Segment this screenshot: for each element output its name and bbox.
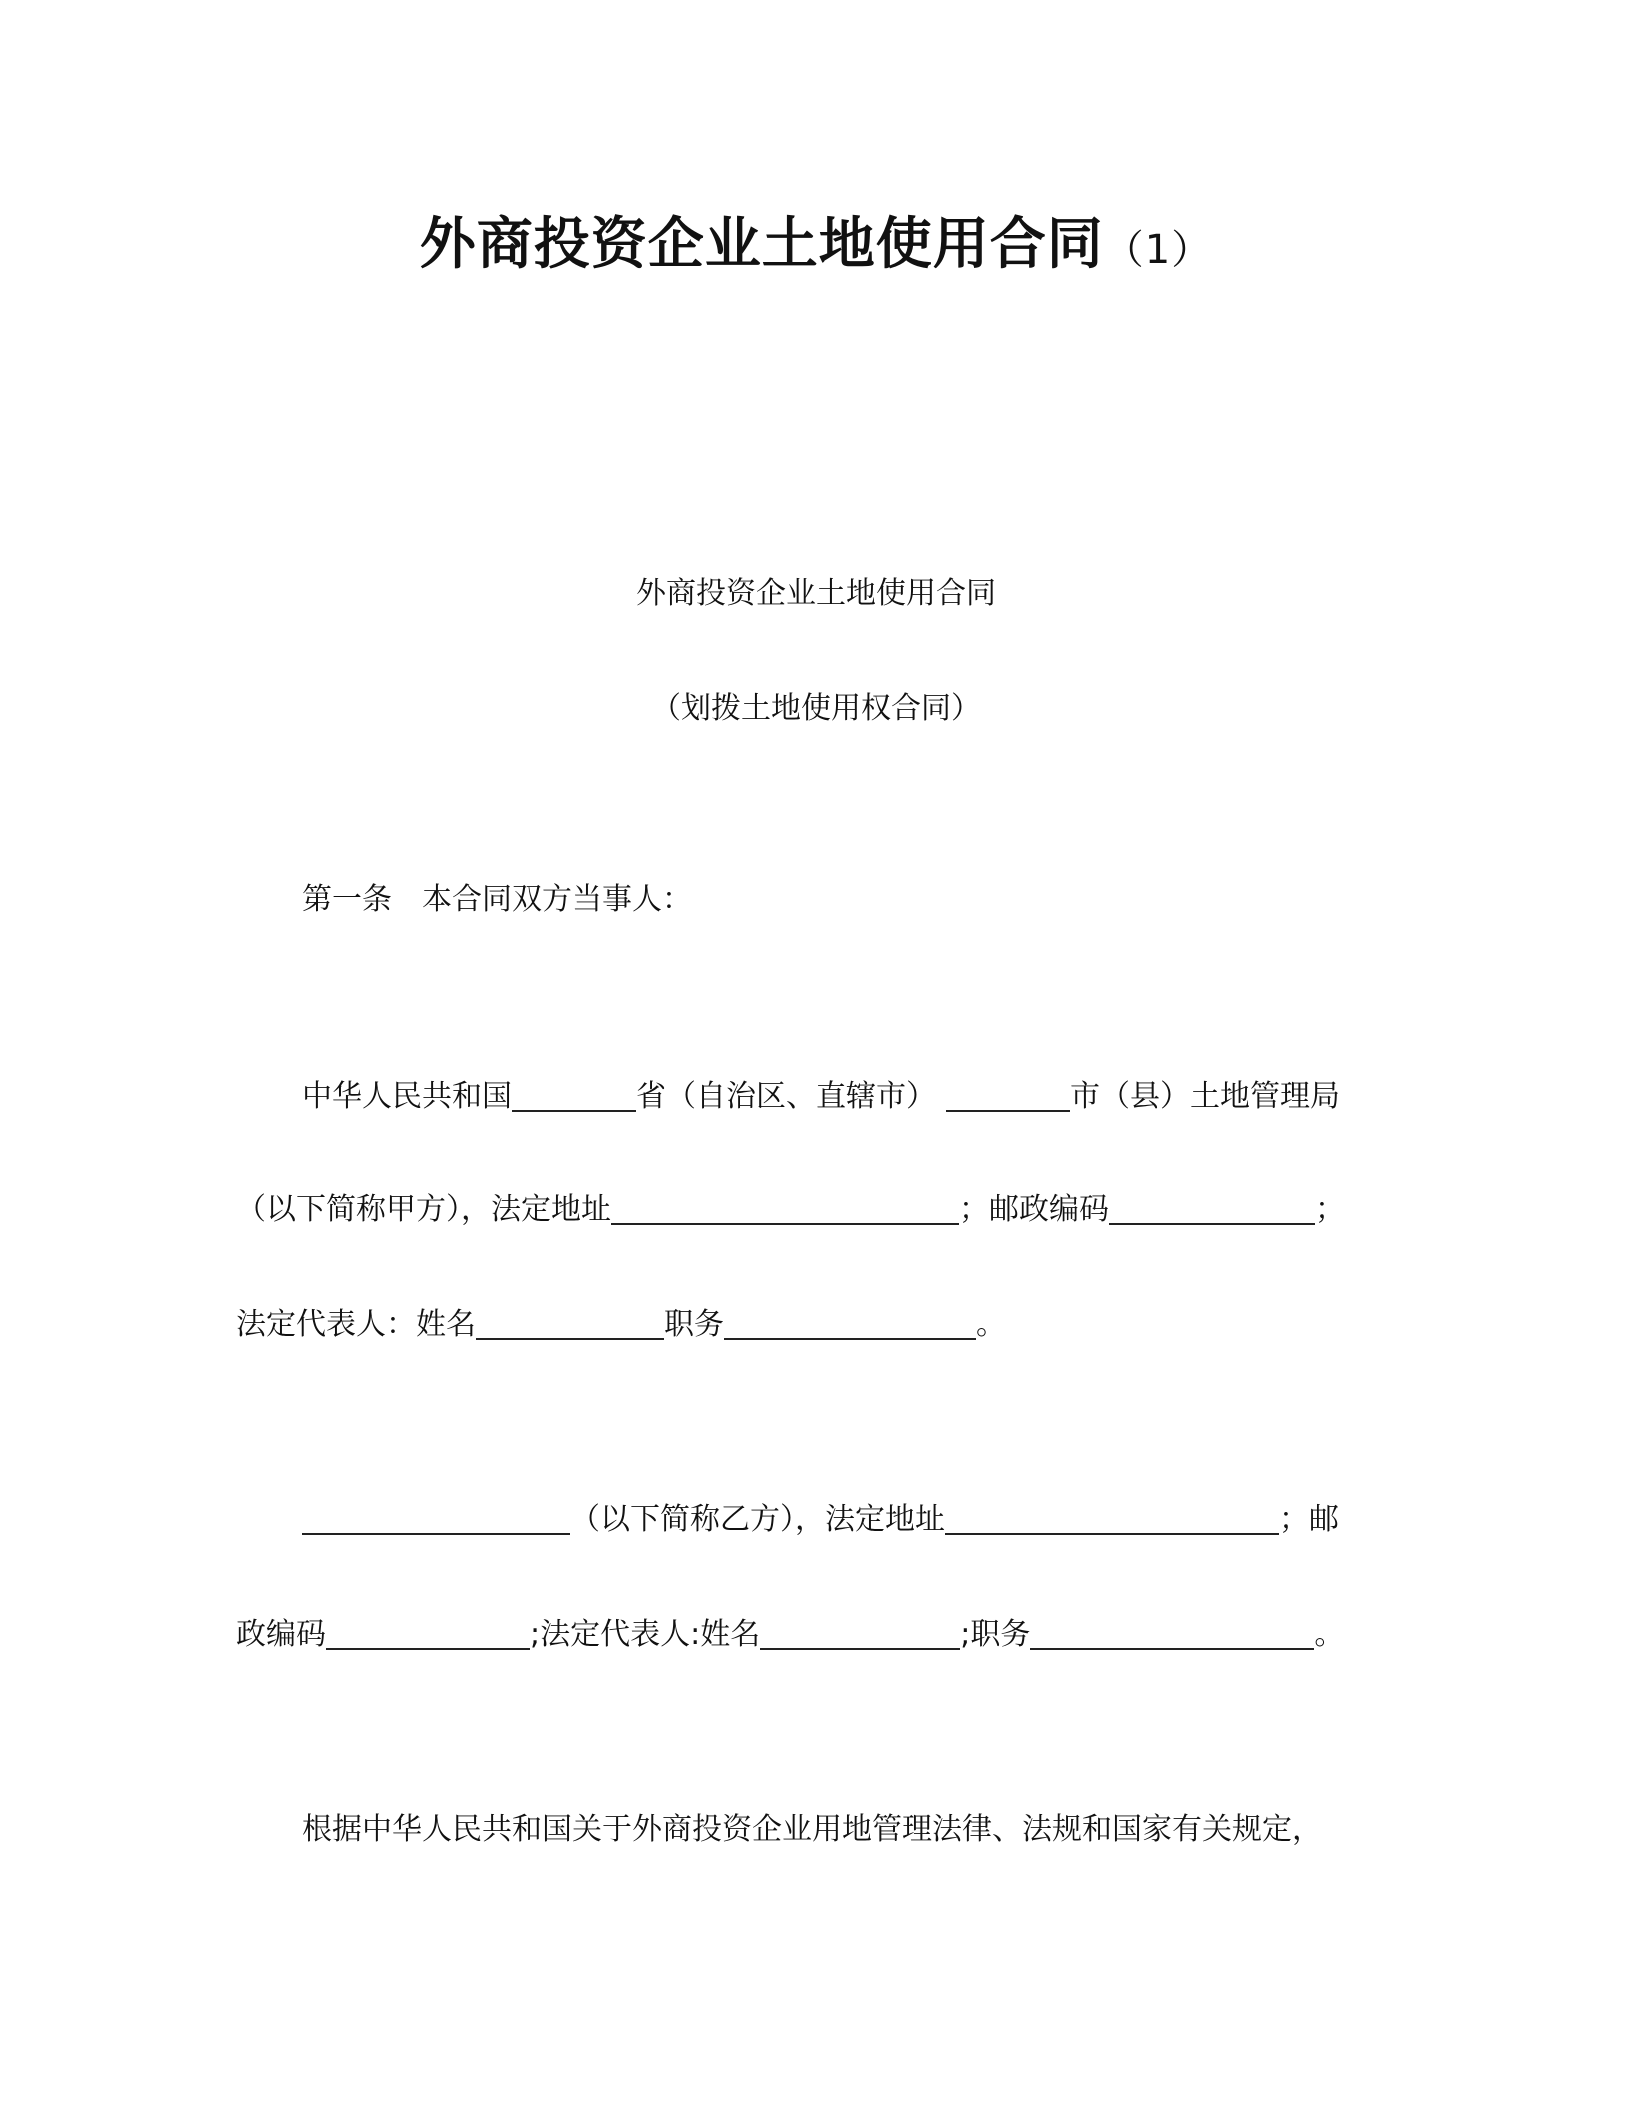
party-a-rep-title-blank[interactable]	[724, 1308, 976, 1340]
article-1-heading: 第一条 本合同双方当事人：	[302, 882, 692, 917]
party-a-address-label: （以下简称甲方），法定地址	[236, 1192, 611, 1227]
party-a-line-3	[236, 1305, 1006, 1345]
party-a-rep-name-blank[interactable]	[476, 1308, 664, 1340]
party-a-line-3-end: 。	[976, 1307, 1006, 1342]
party-b-postcode-label-start: ；邮	[1279, 1502, 1339, 1537]
party-b-rep-name-label: ;法定代表人:姓名	[530, 1617, 761, 1652]
party-b-line-2	[236, 1615, 1344, 1655]
party-a-rep-name-label: 法定代表人：姓名	[236, 1307, 476, 1342]
contract-subtitle: 外商投资企业土地使用合同	[636, 576, 996, 611]
party-a-address-blank[interactable]	[611, 1193, 959, 1225]
land-bureau-label: 市（县）土地管理局	[1070, 1079, 1340, 1114]
party-b-rep-name-blank[interactable]	[760, 1618, 960, 1650]
party-a-postcode-blank[interactable]	[1109, 1193, 1315, 1225]
contract-type-subtitle: （划拨土地使用权合同）	[651, 691, 981, 726]
party-b-address-blank[interactable]	[945, 1503, 1279, 1535]
title-main: 外商投资企业土地使用合同	[419, 212, 1104, 277]
party-a-line-2	[236, 1190, 1345, 1230]
party-b-rep-title-label: ;职务	[960, 1617, 1031, 1652]
party-a-rep-title-label: 职务	[664, 1307, 724, 1342]
basis-paragraph: 根据中华人民共和国关于外商投资企业用地管理法律、法规和国家有关规定，	[302, 1812, 1322, 1847]
party-b-name-blank[interactable]	[302, 1503, 570, 1535]
party-b-address-label: （以下简称乙方），法定地址	[570, 1502, 945, 1537]
party-b-line-2-end: 。	[1314, 1617, 1345, 1652]
province-label: 省（自治区、直辖市）	[636, 1079, 936, 1114]
document-title	[0, 200, 1632, 280]
party-b-postcode-label-end: 政编码	[236, 1617, 326, 1652]
party-b-postcode-blank[interactable]	[326, 1618, 530, 1650]
city-blank[interactable]	[946, 1080, 1070, 1112]
province-blank[interactable]	[512, 1080, 636, 1112]
party-b-rep-title-blank[interactable]	[1030, 1618, 1314, 1650]
party-a-line-1	[302, 1077, 1340, 1117]
party-b-line-1	[302, 1500, 1339, 1540]
party-a-postcode-label: ；邮政编码	[959, 1192, 1109, 1227]
title-suffix: （1）	[1103, 227, 1213, 273]
party-a-line-2-end: ；	[1315, 1192, 1345, 1227]
party-a-country-label: 中华人民共和国	[302, 1079, 512, 1114]
